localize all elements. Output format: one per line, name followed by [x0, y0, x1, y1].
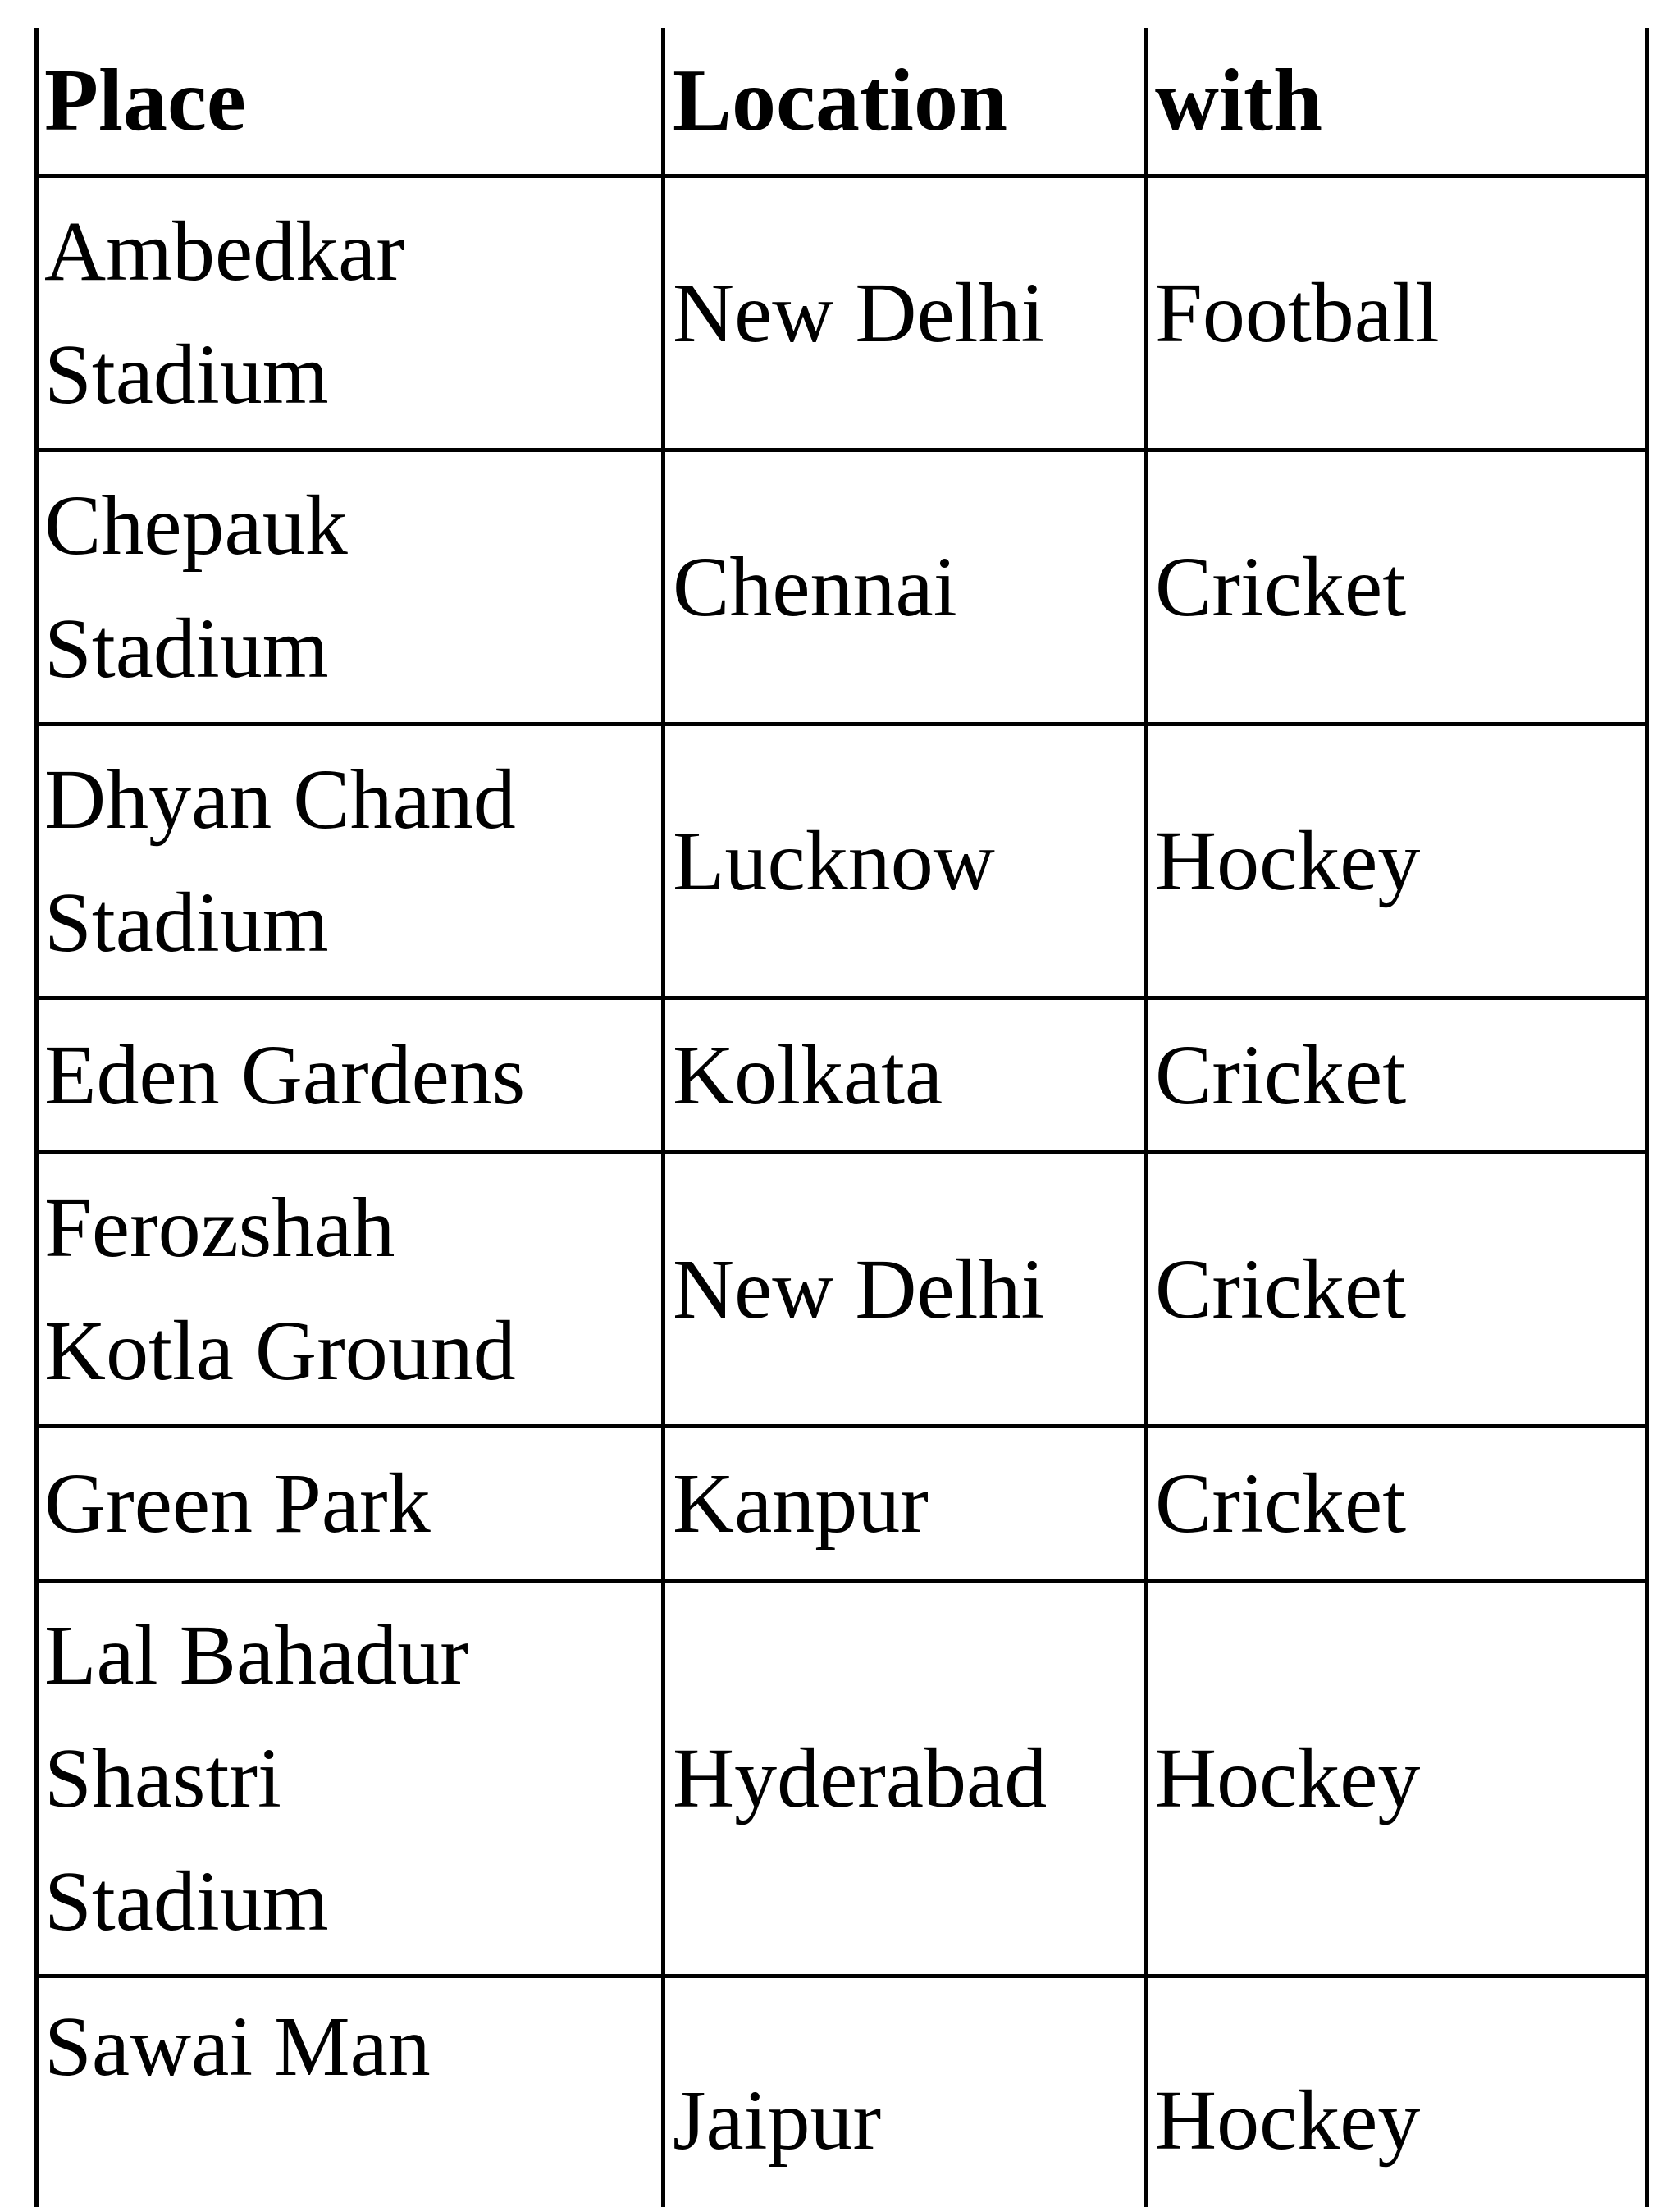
cell-with: Football	[1155, 265, 1440, 360]
header-place: Place	[44, 52, 246, 149]
cell-location: Kanpur	[673, 1455, 929, 1551]
cell-place: Eden Gardens	[44, 1027, 526, 1122]
cell-location: Lucknow	[673, 813, 995, 908]
cell-location: New Delhi	[673, 265, 1045, 360]
header-with: with	[1155, 52, 1323, 149]
table-column-divider	[661, 28, 665, 2207]
cell-with: Cricket	[1155, 1455, 1407, 1551]
cell-place: Sawai Man	[44, 1999, 431, 2094]
cell-place: Dhyan Chand Stadium	[44, 752, 516, 970]
stadium-table	[34, 0, 1649, 2207]
cell-with: Cricket	[1155, 1027, 1407, 1122]
cell-location: New Delhi	[673, 1241, 1045, 1337]
cell-with: Hockey	[1155, 2073, 1421, 2168]
cell-location: Chennai	[673, 539, 957, 634]
cell-location: Hyderabad	[673, 1730, 1048, 1825]
table-row-divider	[34, 1974, 1649, 1978]
cell-place: Lal Bahadur Shastri Stadium	[44, 1607, 468, 1949]
cell-place: Ferozshah Kotla Ground	[44, 1180, 516, 1398]
cell-location: Kolkata	[673, 1027, 943, 1122]
cell-with: Hockey	[1155, 813, 1421, 908]
header-location: Location	[673, 52, 1008, 149]
cell-location: Jaipur	[673, 2073, 882, 2168]
cell-with: Hockey	[1155, 1730, 1421, 1825]
cell-place: Green Park	[44, 1455, 431, 1551]
table-border-left	[34, 28, 39, 2207]
table-border-right	[1645, 28, 1649, 2207]
cell-with: Cricket	[1155, 1241, 1407, 1337]
cell-place: Ambedkar Stadium	[44, 203, 404, 422]
cell-with: Cricket	[1155, 539, 1407, 634]
table-column-divider	[1144, 28, 1148, 2207]
cell-place: Chepauk Stadium	[44, 477, 348, 696]
